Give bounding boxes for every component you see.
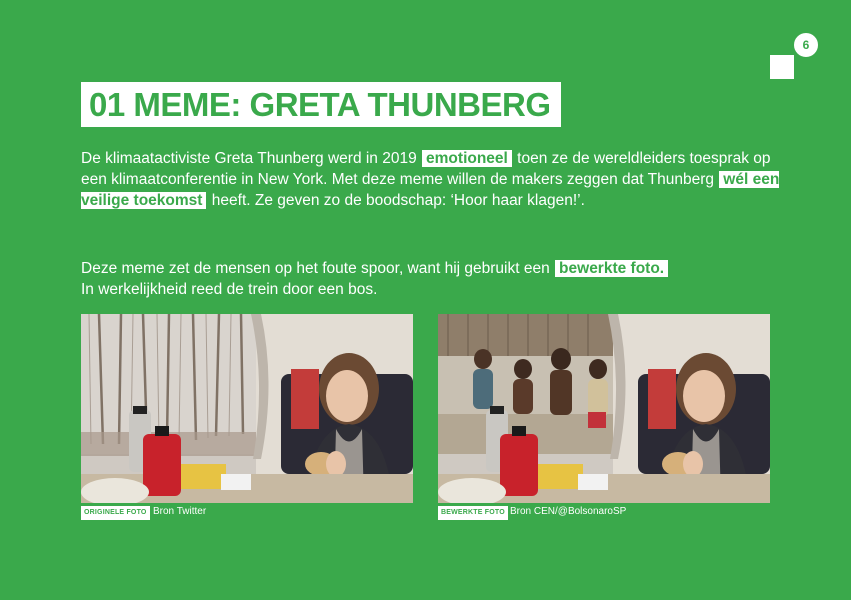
corner-decoration xyxy=(770,55,794,79)
explanation-paragraph xyxy=(81,258,781,300)
page-title: 01 MEME: GRETA THUNBERG xyxy=(89,86,551,123)
explanation-text-1: Deze meme zet de mensen op het foute spoor, want hij gebruikt een xyxy=(81,260,550,277)
intro-paragraph xyxy=(81,148,781,211)
original-photo-tag: ORIGINELE FOTO xyxy=(81,506,150,520)
edited-photo-source: Bron CEN/@BolsonaroSP xyxy=(510,506,627,517)
original-photo-source: Bron Twitter xyxy=(153,506,207,517)
highlight-veilige-toekomst: wél een veilige toekomst xyxy=(81,171,780,209)
original-photo xyxy=(81,314,413,503)
page-number-badge: 6 xyxy=(792,31,820,59)
intro-text-1: De klimaatactiviste Greta Thunberg werd in 2019 xyxy=(81,150,417,167)
highlight-emotioneel: emotioneel xyxy=(422,150,512,167)
highlight-bewerkte-foto: bewerkte foto. xyxy=(555,260,668,277)
edited-photo-tag: BEWERKTE FOTO xyxy=(438,506,508,520)
explanation-text-2: In werkelijkheid reed de trein door een bos. xyxy=(81,281,378,298)
title-box xyxy=(81,82,561,127)
intro-text-2: toen ze de wereldleiders toesprak op een klimaatconferentie in New York. Met deze meme willen de makers zeggen dat Thunberg xyxy=(81,150,771,188)
intro-text-3: heeft. Ze geven zo de boodschap: ‘Hoor haar klagen!’. xyxy=(211,192,585,209)
edited-photo xyxy=(438,314,770,503)
